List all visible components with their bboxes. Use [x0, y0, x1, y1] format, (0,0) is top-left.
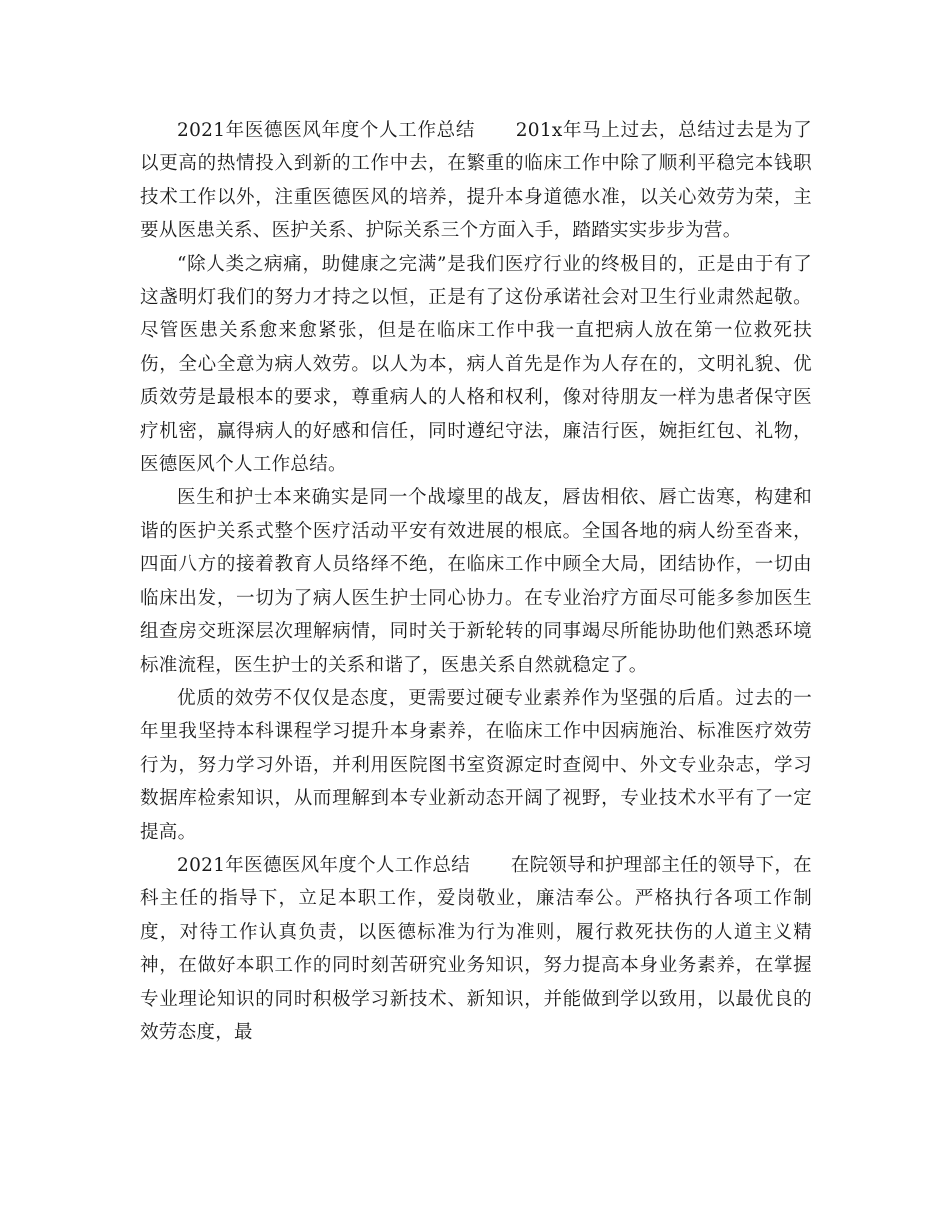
paragraph-1-text: 201x年马上过去，总结过去是为了以更高的热情投入到新的工作中去，在繁重的临床工作中除了顺利平稳完本钱职技术工作以外，注重医德医风的培养，提升本身道德水准，以关心效劳为荣，主要从医患关系、医护关系、护际关系三个方面入手，踏踏实实步步为营。 — [140, 120, 812, 242]
paragraph-5-text: 在院领导和护理部主任的领导下，在科主任的指导下，立足本职工作，爱岗敬业，廉洁奉公。严格执行各项工作制度，对待工作认真负责，以医德标准为行为准则，履行救死扶伤的人道主义精神，在做好本职工作的同时刻苦研究业务知识，努力提高本身业务素养，在掌握专业理论知识的同时积极学习新技术、新知识，并能做到学以致用，以最优良的效劳态度，最 — [140, 854, 812, 1043]
paragraph-4-text: 优质的效劳不仅仅是态度，更需要过硬专业素养作为坚强的后盾。过去的一年里我坚持本科课程学习提升本身素养，在临床工作中因病施治、标准医疗效劳行为，努力学习外语，并利用医院图书室资源定时查阅中、外文专业杂志，学习数据库检索知识，从而理解到本专业新动态开阔了视野，专业技术水平有了一定提高。 — [140, 687, 812, 843]
paragraph-1 — [140, 114, 812, 248]
document-body — [140, 114, 812, 1049]
paragraph-3 — [140, 481, 812, 681]
paragraph-2-text: “除人类之病痛，助健康之完满”是我们医疗行业的终极目的，正是由于有了这盏明灯我们的努力才持之以恒，正是有了这份承诺社会对卫生行业肃然起敬。尽管医患关系愈来愈紧张，但是在临床工作中我一直把病人放在第一位救死扶伤，全心全意为病人效劳。以人为本，病人首先是作为人存在的，文明礼貌、优质效劳是最根本的要求，尊重病人的人格和权利，像对待朋友一样为患者保守医疗机密，赢得病人的好感和信任，同时遵纪守法，廉洁行医，婉拒红包、礼物，医德医风个人工作总结。 — [140, 253, 812, 476]
paragraph-5-title: 2021年医德医风年度个人工作总结 — [177, 854, 471, 876]
paragraph-2 — [140, 248, 812, 482]
paragraph-3-text: 医生和护士本来确实是同一个战壕里的战友，唇齿相依、唇亡齿寒，构建和谐的医护关系式整个医疗活动平安有效进展的根底。全国各地的病人纷至沓来，四面八方的接着教育人员络绎不绝，在临床工作中顾全大局，团结协作，一切由临床出发，一切为了病人医生护士同心协力。在专业治疗方面尽可能多参加医生组查房交班深层次理解病情，同时关于新轮转的同事竭尽所能协助他们熟悉环境标准流程，医生护士的关系和谐了，医患关系自然就稳定了。 — [140, 487, 812, 676]
paragraph-1-title: 2021年医德医风年度个人工作总结 — [177, 120, 476, 141]
paragraph-5 — [140, 849, 812, 1049]
paragraph-4 — [140, 682, 812, 849]
